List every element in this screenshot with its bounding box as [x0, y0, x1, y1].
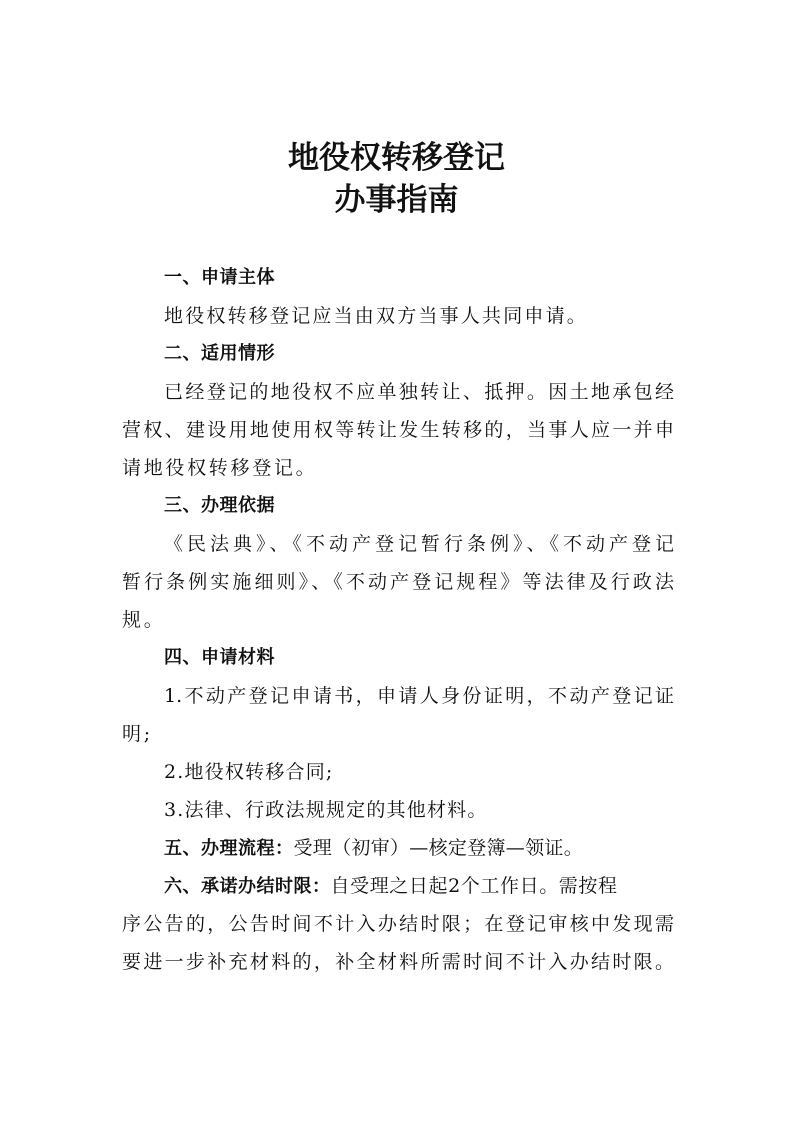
- section-process: [122, 829, 674, 867]
- section-text-timelimit-line3: 要进一步补充材料的，补全材料所需时间不计入办结时限。: [122, 951, 674, 973]
- section-heading-basis: 三、办理依据: [164, 495, 275, 516]
- document-title-line2: 办事指南: [334, 182, 459, 218]
- section-text-applicant: 地役权转移登记应当由双方当事人共同申请。: [164, 305, 589, 327]
- materials-item2: 2.地役权转移合同;: [164, 761, 334, 783]
- document-body: [122, 259, 674, 981]
- section-text-process: 受理（初审）—核定登簿—领证。: [293, 837, 584, 859]
- section-heading-timelimit: 六、承诺办结时限：: [164, 876, 331, 897]
- section-text-scope-line2: 营权、建设用地使用权等转让发生转移的，当事人应一并申: [122, 419, 674, 441]
- section-text-scope-line3: 请地役权转移登记。: [122, 457, 318, 479]
- materials-item1-line2: 明;: [122, 723, 153, 745]
- section-heading-applicant: 一、申请主体: [164, 267, 275, 288]
- materials-item3: 3.法律、行政法规规定的其他材料。: [164, 799, 488, 821]
- section-text-timelimit-line2: 序公告的，公告时间不计入办结时限；在登记审核中发现需: [122, 913, 674, 935]
- section-heading-materials: 四、申请材料: [164, 647, 275, 668]
- section-text-basis-line3: 规。: [122, 609, 166, 631]
- materials-item1-line1: 1.不动产登记申请书，申请人身份证明，不动产登记证: [164, 685, 674, 707]
- section-timelimit-line1: [122, 867, 674, 905]
- section-text-timelimit-line1: 自受理之日起2个工作日。需按程: [330, 875, 618, 897]
- section-text-basis-line1: 《民法典》、《不动产登记暂行条例》、《不动产登记: [164, 533, 674, 555]
- section-heading-scope: 二、适用情形: [164, 343, 275, 364]
- section-heading-process: 五、办理流程：: [164, 838, 294, 859]
- section-text-scope-line1: 已经登记的地役权不应单独转让、抵押。因土地承包经: [164, 381, 674, 403]
- section-text-basis-line2: 暂行条例实施细则》、《不动产登记规程》等法律及行政法: [122, 571, 674, 593]
- document-title-line1: 地役权转移登记: [288, 140, 505, 176]
